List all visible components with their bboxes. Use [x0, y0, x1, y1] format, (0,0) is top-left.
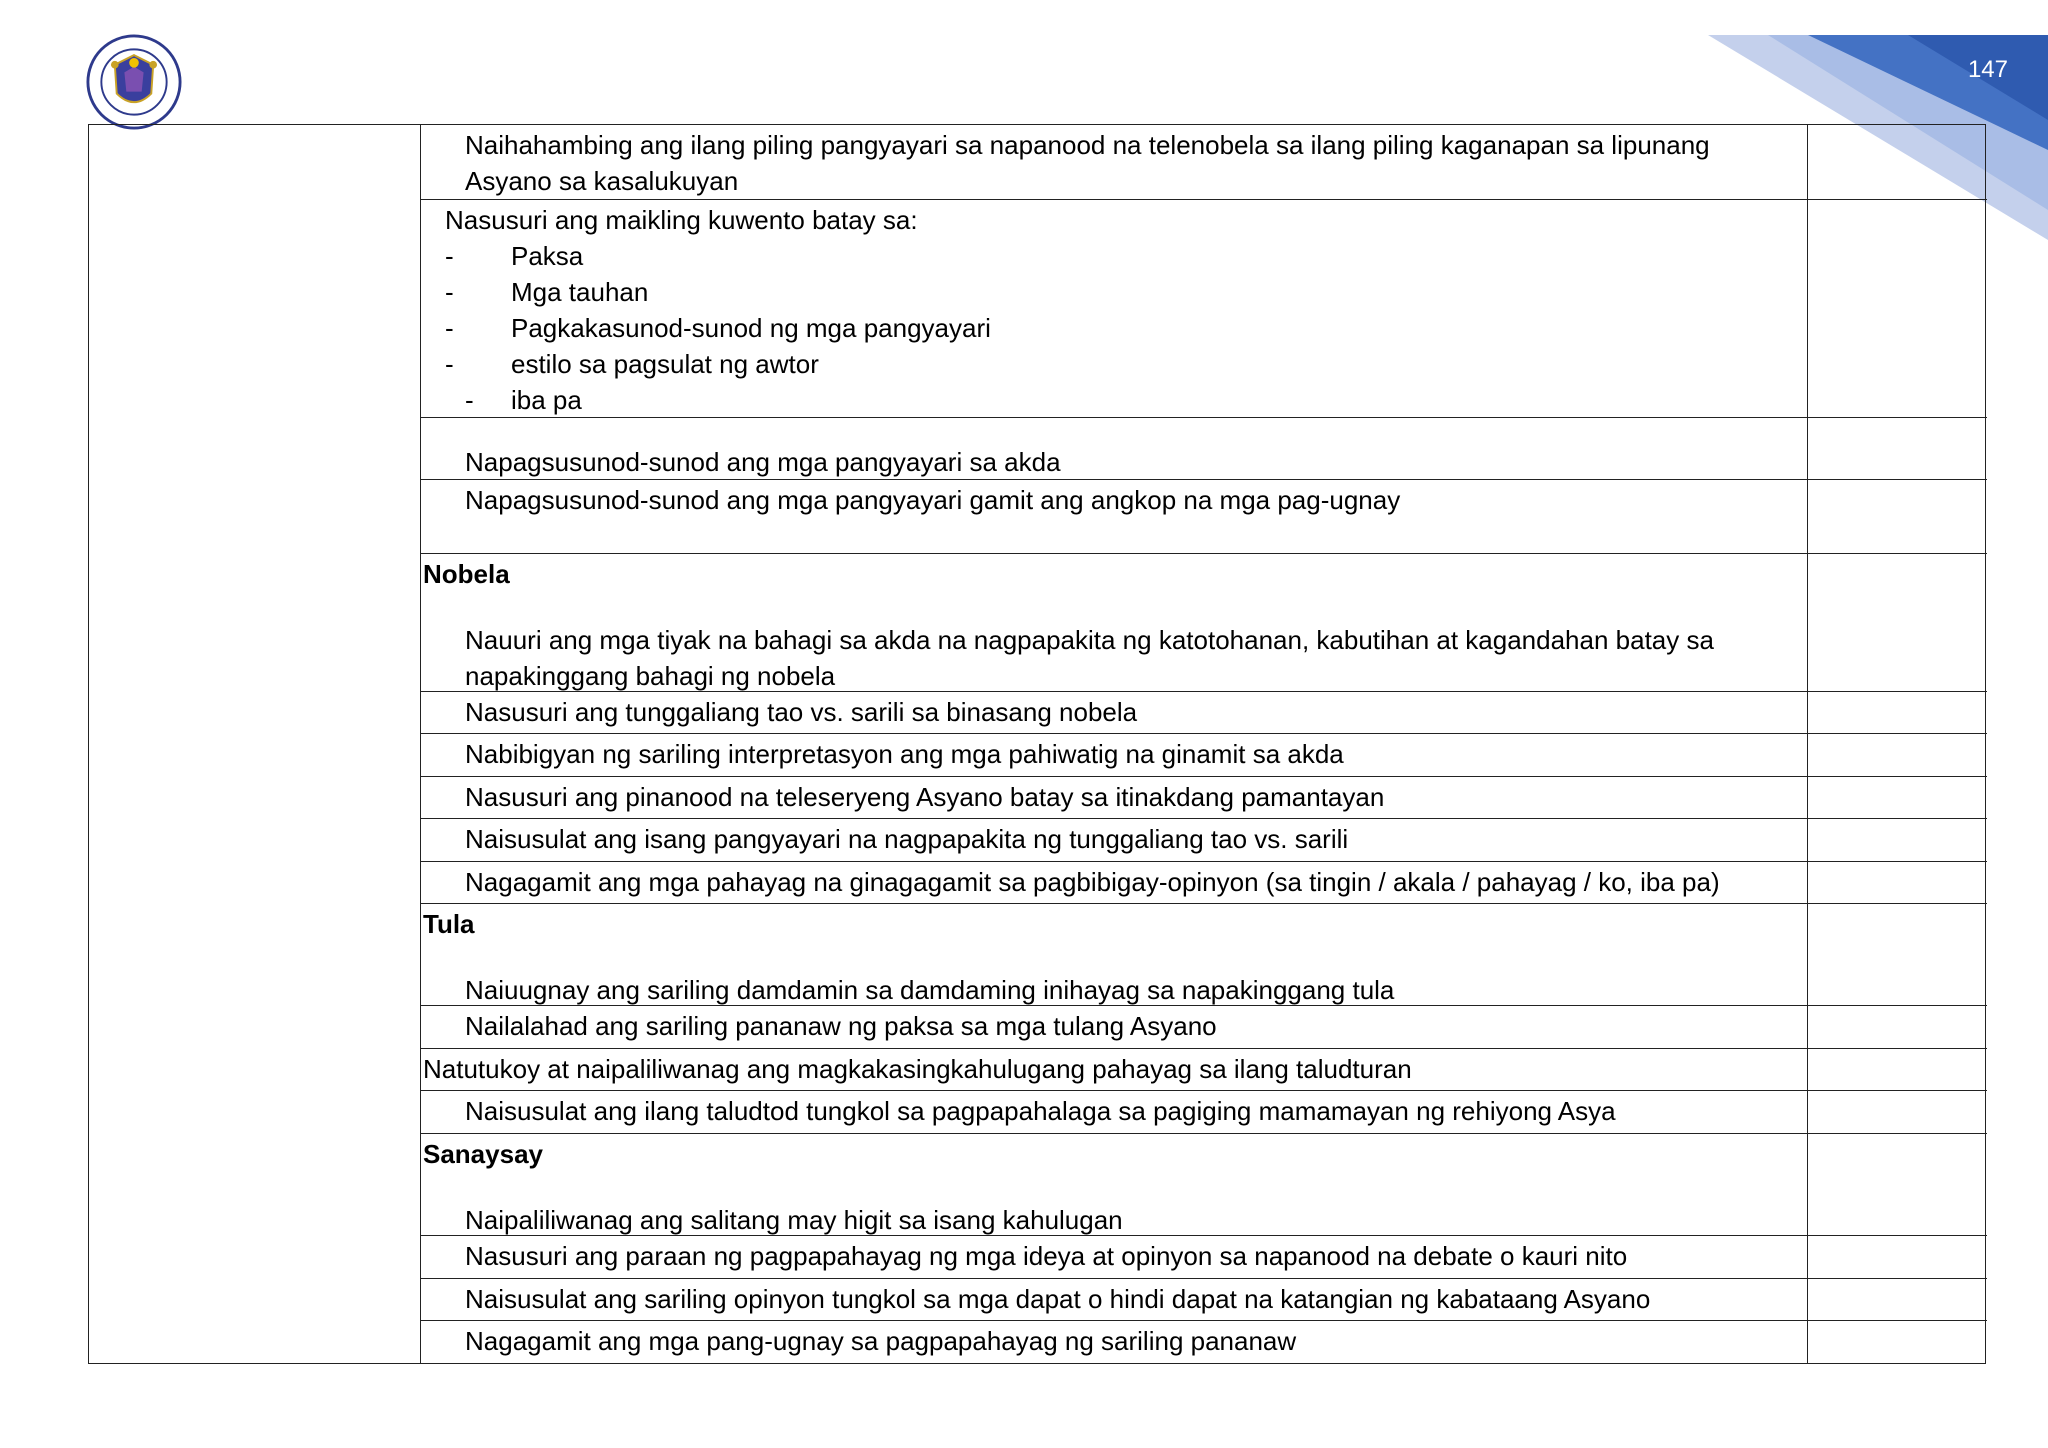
list-item: - iba pa — [465, 385, 582, 415]
table-row: Naisusulat ang sariling opinyon tungkol sa mga dapat o hindi dapat na katangian ng kabataang Asyano — [421, 1278, 1987, 1320]
table-row: Nailalahad ang sariling pananaw ng paksa sa mga tulang Asyano — [421, 1005, 1987, 1048]
list-item: - Pagkakasunod-sunod ng mga pangyayari — [445, 313, 991, 343]
list-item: - Mga tauhan — [445, 277, 649, 307]
table-row: Sanaysay Naipaliliwanag ang salitang may higit sa isang kahulugan — [421, 1133, 1987, 1235]
table-row — [421, 199, 1987, 417]
left-column — [89, 125, 421, 1363]
table-row: Nasusuri ang pinanood na teleseryeng Asyano batay sa itinakdang pamantayan — [421, 776, 1987, 818]
page-number: 147 — [1967, 56, 2008, 83]
section-heading-tula: Tula — [423, 909, 475, 939]
section-heading-nobela: Nobela — [423, 559, 510, 589]
story-criteria-list: Nasusuri ang maikling kuwento batay sa: - Paksa - Mga tauhan - Pagkakasunod-sunod ng mga pangyayari - estilo sa pagsulat ng awtor - iba pa — [421, 202, 1807, 418]
table-row: Napagsusunod-sunod ang mga pangyayari gamit ang angkop na mga pag-ugnay — [421, 479, 1987, 553]
table-row: Naihahambing ang ilang piling pangyayari sa napanood na telenobela sa ilang piling kaganapan sa lipunang Asyano sa kasalukuyan — [465, 130, 1710, 196]
table-row: Nabibigyan ng sariling interpretasyon ang mga pahiwatig na ginamit sa akda — [421, 733, 1987, 776]
table-row: Nagagamit ang mga pahayag na ginagagamit sa pagbibigay-opinyon (sa tingin / akala / pahayag / ko, iba pa) — [421, 861, 1987, 903]
table-row: Nasusuri ang tunggaliang tao vs. sarili sa binasang nobela — [421, 691, 1987, 733]
list-item: - estilo sa pagsulat ng awtor — [445, 349, 819, 379]
section-heading-sanaysay: Sanaysay — [423, 1139, 543, 1169]
deped-seal-icon — [86, 34, 182, 130]
table-row: Nobela Nauuri ang mga tiyak na bahagi sa akda na nagpapakita ng katotohanan, kabutihan at kagandahan batay sa napakinggang bahagi ng nobela — [421, 553, 1987, 691]
table-row: Napagsusunod-sunod ang mga pangyayari sa akda — [421, 417, 1987, 479]
table-row: Nagagamit ang mga pang-ugnay sa pagpapahayag ng sariling pananaw — [421, 1320, 1987, 1363]
table-row: Nasusuri ang paraan ng pagpapahayag ng mga ideya at opinyon sa napanood na debate o kauri nito — [421, 1235, 1987, 1278]
table-row: Naisusulat ang ilang taludtod tungkol sa pagpapahalaga sa pagiging mamamayan ng rehiyong Asya — [421, 1090, 1987, 1133]
table-row: Tula Naiuugnay ang sariling damdamin sa damdaming inihayag sa napakinggang tula — [421, 903, 1987, 1005]
table-row: Naisusulat ang isang pangyayari na nagpapakita ng tunggaliang tao vs. sarili — [421, 818, 1987, 861]
table-row: Natutukoy at naipaliliwanag ang magkakasingkahulugang pahayag sa ilang taludturan — [421, 1048, 1987, 1090]
competency-table — [88, 124, 1986, 1364]
list-item: - Paksa — [445, 241, 584, 271]
